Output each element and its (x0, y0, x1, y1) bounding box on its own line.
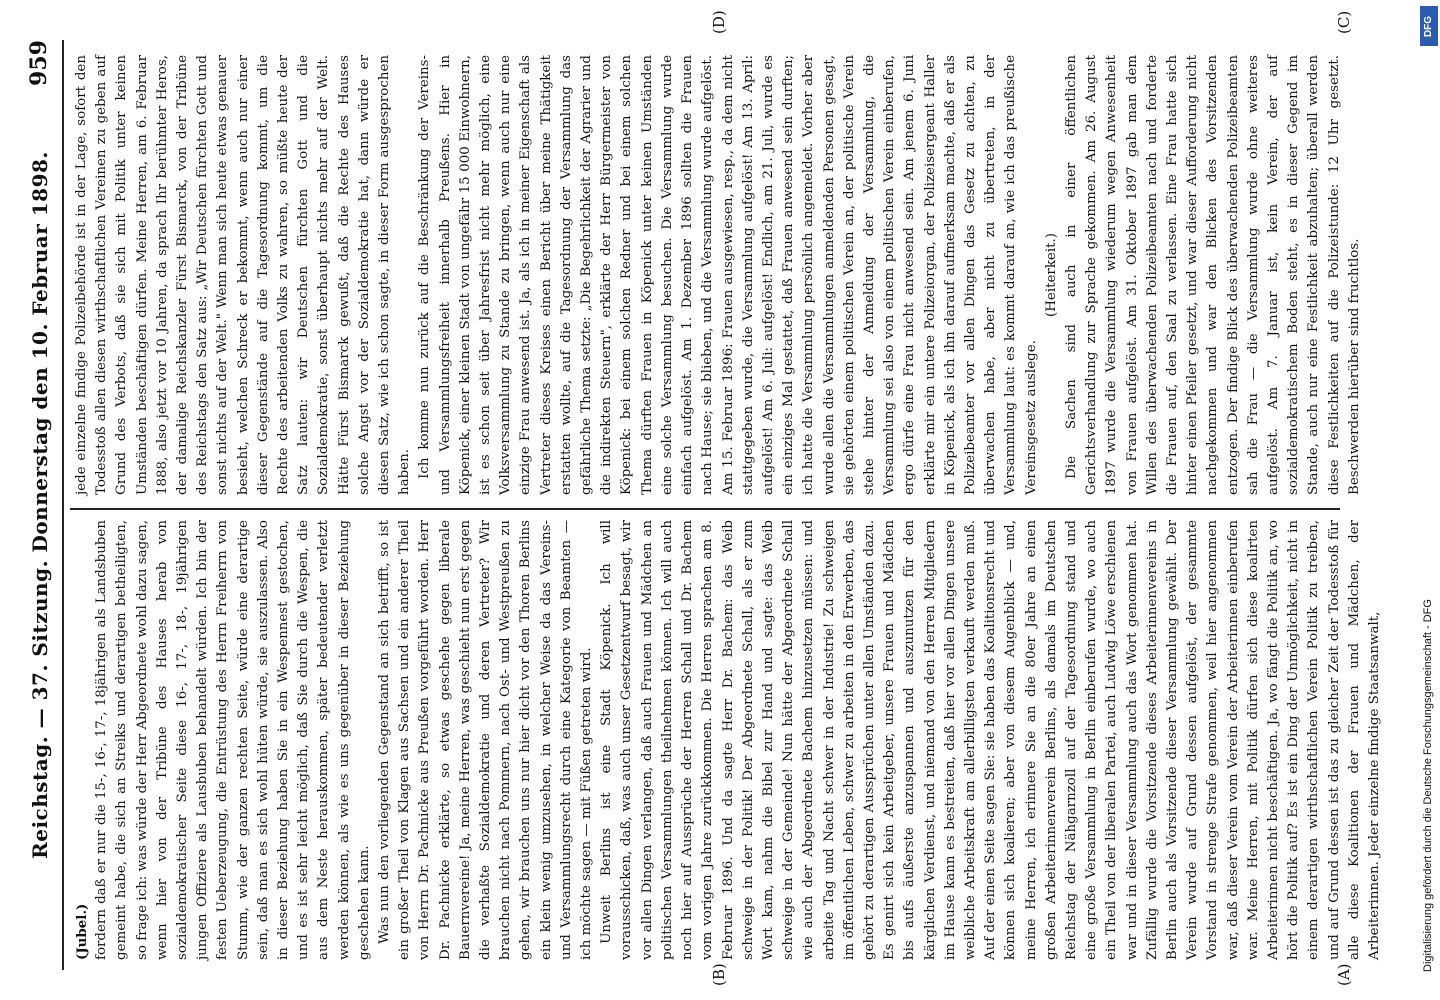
digitization-text: Digitalisierung gefördert durch die Deutsche Forschungsgemeinschaft - DFG (1422, 599, 1434, 972)
interjection: (Jubel.) (74, 903, 90, 960)
paragraph: jede einzelne findige Polizeibehörde ist in der Lage, sofort den Todesstoß allen diesen wirthschaftlichen Vereinen zu geben auf Grund des Verbots, daß sie sich mit Politik unter keinen Umständen beschäftigen dürfen. Meine Herren, am 6. Februar 1888, also jetzt vor 10 Jahren, da sprach Ihr berühmter Heros, der damalige Reichskanzler Fürst Bismarck, von der Tribüne des Reichstags den Satz aus: „Wir Deutschen fürchten Gott und sonst nichts auf der Welt." Wenn man sich heute etwas genauer besieht, welchen Schreck er bekommt, wenn auch nur einer dieser Gegenstände auf die Tagesordnung kommt, um die Rechte des arbeitenden Volks zu wahren, so müßte heute der Satz lauten: wir Deutschen fürchten Gott und die Sozialdemokratie, sonst überhaupt nichts mehr auf der Welt. Hätte Fürst Bismarck gewußt, daß die Rechte des Hauses solche Angst vor der Sozialdemokratie hat, dann würde er diesen Satz, wie ich schon sagte, in dieser Form ausgesprochen haben. (74, 55, 413, 495)
page-header (24, 40, 64, 970)
margin-marker-d: (D) (710, 10, 728, 34)
running-title: Reichstag. — 37. Sitzung. Donnerstag den 10. Februar 1898. (28, 151, 52, 859)
margin-marker-b: (B) (710, 963, 728, 986)
margin-marker-a: (A) (1335, 963, 1353, 986)
digitization-note (1418, 12, 1440, 992)
paragraph: Was nun den vorliegenden Gegenstand an sich betrifft, so ist ein großer Theil von Klagen aus Sachsen und ein anderer Theil von Herrn Dr. Pachnicke aus Preußen vorgeführt worden. Herr Dr. Pachnicke erklärte, so etwas geschehe gegen liberale Bauernvereine! Ja, meine Herren, was geschieht nun erst gegen die verhaßte Sozialdemokratie und deren Vertreter? Wir brauchen nicht nach Pommern, nach Ost- und Westpreußen zu gehen, wir brauchen uns nur hier dicht vor den Thoren Berlins ein klein wenig umzusehen, in welcher Weise da das Vereins- und Versammlungsrecht durch eine Kategorie von Beamten — ich möchte sagen — mit Füßen getreten wird. (377, 520, 595, 960)
paragraph: Unweit Berlins ist eine Stadt Köpenick. Ich will vorausschicken, daß, was auch unser Gesetzentwurf besagt, wir vor allen Dingen verlangen, daß auch Frauen und Mädchen an politischen Versammlungen theilnehmen können. Ich will auch noch hier auf Aussprüche der Herren Schall und Dr. Bachem vom vorigen Jahre zurückkommen. Die Herren sprachen am 8. Februar 1896. Und da sagte Herr Dr. Bachem: das Weib schweige in der Politik! Der Abgeordnete Schall, als er zum Wort kam, nahm die Bibel zur Hand und sagte: das Weib schweige in der Gemeinde! Nun hätte der Abgeordnete Schall wie auch der Abgeordnete Bachem hinzusetzen müssen: und arbeite Tag und Nacht schwer in der Industrie! Zu schweigen im öffentlichen Leben, schwer zu arbeiten in den Erwerben, das gehört zu derartigen Aussprüchen unter allen Umständen dazu. Es genirt sich kein Arbeitgeber, unsere Frauen und Mädchen bis aufs äußerste anzuspannen und auszunutzen für den kärglichen Verdienst, und niemand von den Herren Mitgliedern im Hause kann es bestreiten, daß hier vor allen Dingen unsere weibliche Arbeitskraft am allerbilligsten verkauft werden muß. Auf der einen Seite sagen Sie: sie haben das Koalitionsrecht und können sich koalieren; aber von diesem Augenblick — und, meine Herren, ich erinnere Sie an die 80er Jahre an einen großen Arbeiterinnenverein Berlins, als damals im Deutschen Reichstag der Nähgarnzoll auf der Tagesordnung stand und eine große Versammlung in Berlin einberufen wurde, wo auch ein Theil von der liberalen Partei, auch Ludwig Löwe erschienen war und in dieser Versammlung auch das Wort genommen hat. Zufällig wurde die Vorsitzende dieses Arbeiterinnenvereins in Berlin auch als Vorsitzende dieser Versammlung gewählt. Der Verein wurde auf Grund dessen aufgelöst, der gesammte Vorstand in strenge Strafe genommen, weil hier angenommen war, daß dieser Verein vom Verein der Arbeiterinnen einberufen war. Meine Herren, mit Politik dürfen sich diese koalirten Arbeiterinnen nicht beschäftigen. Ja, wo fängt die Politik an, wo hört die Politik auf? Es ist ein Ding der Unmöglichkeit, nicht in einem derartigen wirthschaftlichen Verein Politik zu treiben, und auf Grund dessen ist das zu gleicher Zeit der Todesstoß für alle diese Koalitionen der Frauen und Mädchen, der Arbeiterinnen. Jeder einzelne findige Staatsanwalt, (599, 519, 1382, 960)
column-divider (70, 508, 1340, 510)
left-column (72, 519, 1382, 960)
dfg-logo (1420, 6, 1438, 46)
header-rule (62, 40, 64, 970)
paragraph: fordern daß er nur die 15-, 16-, 17-, 18jährigen als Landsbuben gemeint habe, die sich an Streiks und derartigen betheiligten, so frage ich: was würde der Herr Abgeordnete wohl dazu sagen, wenn hier von der Tribüne des Hauses herab von sozialdemokratischer Seite diese 16-, 17-, 18-, 19jährigen jungen Offiziere als Lausbuben behandelt würden. Ich bin der festen Ueberzeugung, die Entrüstung des Herrn Freiherrn von Stumm, wie der ganzen rechten Seite, würde eine derartige sein, daß man es sich wohl hüten würde, sie auszulassen. Also in dieser Beziehung haben Sie in ein Wespennest gestochen, und es ist sehr leicht möglich, daß Sie durch die Wespen, die aus dem Neste herauskommen, später bedeutender verletzt werden können, als wie es uns gegenüber in dieser Beziehung geschehen kann. (94, 520, 372, 960)
dfg-logo-text: DFG (1423, 15, 1435, 37)
right-column (72, 55, 1362, 495)
paragraph: Ich komme nun zurück auf die Beschränkung der Vereins- und Versammlungsfreiheit innerhalb Preußens. Hier in Köpenick, einer kleinen Stadt von ungefähr 15 000 Einwohnern, ist es schon seit über Jahresfrist nicht mehr möglich, eine Volksversammlung zu Stande zu bringen, wenn auch nur eine einzige Frau anwesend ist. Ja, als ich in meiner Eigenschaft als Vertreter dieses Kreises einen Bericht über meine Thätigkeit erstatten wollte, auf die Tagesordnung der Versammlung das gefährliche Thema setzte: „Die Begehrlichkeit der Agrarier und die indirekten Steuern", erklärte der Herr Bürgermeister von Köpenick: bei einem solchen Redner und bei einem solchen Thema dürften Frauen in Köpenick unter keinen Umständen eine solche Versammlung besuchen. Die Versammlung wurde einfach aufgelöst. Am 1. Dezember 1896 sollten die Frauen nach Hause; sie blieben, und die Versammlung wurde aufgelöst. Am 15. Februar 1896: Frauen ausgewiesen, resp., da dem nicht stattgegeben wurde, die Versammlung aufgelöst! Am 13. April: aufgelöst! Am 6. Juli: aufgelöst! Endlich, am 21. Juli, wurde es ein einziges Mal gestattet, daß Frauen anwesend sein durften; ich hatte die Versammlung persönlich angemeldet. Vorher aber wurde allen die Versammlungen anmeldenden Personen gesagt, sie gehörten einem politischen Verein an, der politische Verein stehe hinter der Anmeldung der Versammlung, die Versammlung sei also von einem politischen Verein einberufen, ergo dürfe eine Frau nicht anwesend sein. Am jenem 6. Juni erklärte mir ein untere Polizeiorgan, der Polizeisergeant Haller in Köpenick, als ich ihn darauf aufmerksam machte, daß er als Polizeibeamter vor allen Dingen das Gesetz zu achten, zu überwachen habe, aber nicht zu übertreten, in der Versammlung laut: es kommt darauf an, wie ich das preußische Vereinsgesetz auslege. (417, 55, 1039, 495)
interjection: (Heiterkeit.) (1043, 233, 1059, 317)
margin-marker-c: (C) (1335, 10, 1353, 34)
paragraph: Die Sachen sind auch in einer öffentlichen Gerichtsverhandlung zur Sprache gekommen. Am 26. August 1897 wurde die Versammlung wiederum wegen Anwesenheit von Frauen aufgelöst. Am 31. Oktober 1897 gab man dem Willen des überwachenden Polizeibeamten nach und forderte die Frauen auf, den Saal zu verlassen. Eine Frau hatte sich hinter einen Pfeiler gesetzt, und war dieser Aufforderung nicht nachgekommen und war den Blicken des Vorsitzenden entzogen. Der findige Blick des überwachenden Polizeibeamten sah die Frau — die Versammlung wurde ohne weiteres aufgelöst. Am 7. Januar ist, kein Verein, der auf sozialdemokratischem Boden steht, es in dieser Gegend im Stande, auch nur eine Festlichkeit abzuhalten; überall werden diese Festlichkeiten auf die Polizeistunde: 12 Uhr gesetzt. Beschwerden hierüber sind fruchtlos. (1063, 55, 1362, 495)
page-number: 959 (26, 40, 52, 86)
